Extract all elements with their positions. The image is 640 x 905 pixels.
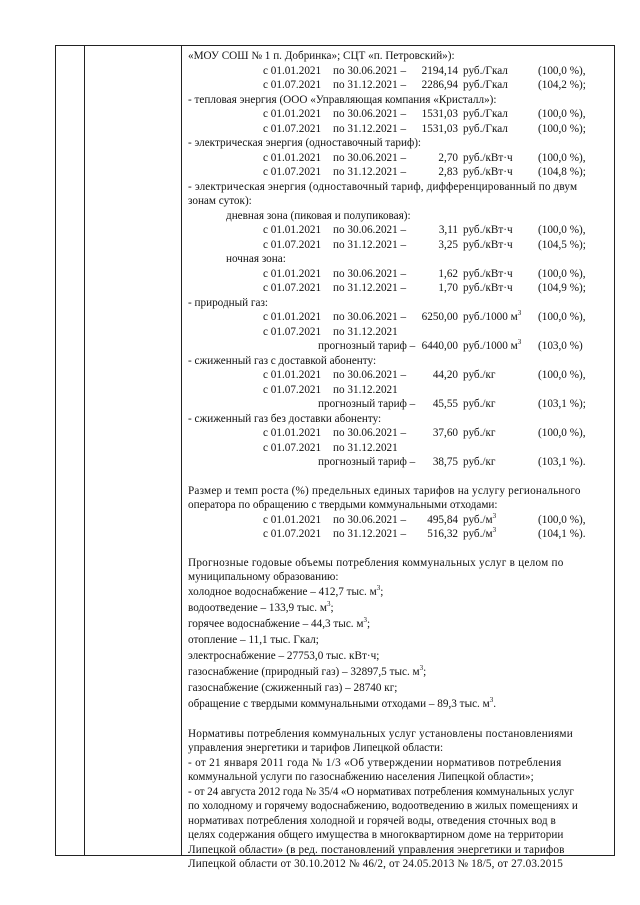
- forecast-item: горячее водоснабжение – 44,3 тыс. $м^3$;: [188, 615, 371, 630]
- section-title: - электрическая энергия (одноставочный тариф, дифференцированный по двум: [188, 180, 578, 193]
- paragraph-line: оператора по обращению с твердыми коммунальными отходами:: [188, 499, 498, 511]
- header-line: «МОУ СОШ № 1 п. Добринка»; СЦТ «п. Петровский»):: [188, 50, 455, 62]
- rate-row: с 01.07.2021 по 31.12.2021: [263, 383, 398, 396]
- document-table: [55, 45, 615, 870]
- paragraph-line: - от 21 января 2011 года № 1/3 «Об утверждении нормативов потребления: [188, 756, 562, 769]
- rate-row: с 01.01.2021 по 30.06.2021 – 495,84 $руб./м^3$ (100,0 %),: [263, 511, 586, 526]
- paragraph-line: целях содержания общего имущества в многоквартирном доме на территории: [188, 829, 564, 841]
- rate-row: с 01.07.2021 по 31.12.2021: [263, 325, 398, 338]
- rate-row: с 01.01.2021 по 30.06.2021 – 6250,00 руб./1000 $м^3$ (100,0 %),: [263, 309, 586, 323]
- paragraph-line: по холодному и горячему водоснабжению, водоотведению в жилых помещениях и: [188, 800, 578, 812]
- paragraph-line: управления энергетики и тарифов Липецкой области:: [188, 742, 444, 754]
- forecast-item: электроснабжение – 27753,0 тыс. кВт·ч;: [188, 649, 380, 662]
- paragraph-line: Размер и темп роста (%) предельных единых тарифов на услугу регионального: [188, 484, 581, 497]
- rate-row: с 01.01.2021 по 30.06.2021 – 2,70 руб./кВт·ч (100,0 %),: [263, 151, 586, 164]
- rate-row: с 01.07.2021 по 31.12.2021 – 2,83 руб./кВт·ч (104,8 %);: [263, 166, 586, 178]
- paragraph-line: Нормативы потребления коммунальных услуг установлены постановлениями: [188, 727, 573, 740]
- paragraph-line: муниципальному образованию:: [188, 571, 339, 583]
- rate-row: с 01.07.2021 по 31.12.2021 – 2286,94 руб./Гкал (104,2 %);: [263, 79, 586, 91]
- rate-row: с 01.01.2021 по 30.06.2021 – 37,60 руб./кг (100,0 %),: [263, 427, 586, 439]
- forecast-item: газоснабжение (природный газ) – 32897,5 тыс. $м^3$;: [188, 663, 427, 678]
- paragraph-line: Прогнозные годовые объемы потребления коммунальных услуг в целом по: [188, 556, 564, 569]
- section-title: - сжиженный газ без доставки абоненту:: [188, 412, 382, 425]
- table-cell-content: [188, 49, 610, 872]
- rate-row: с 01.07.2021 по 31.12.2021 – 3,25 руб./кВт·ч (104,5 %);: [263, 238, 586, 251]
- rate-row: с 01.01.2021 по 30.06.2021 – 3,11 руб./кВт·ч (100,0 %),: [263, 224, 586, 236]
- forecast-item: газоснабжение (сжиженный газ) – 28740 кг;: [188, 681, 398, 694]
- paragraph-line: нормативах потребления холодной и горячей воды, отведения сточных вод в: [188, 814, 556, 827]
- rate-row: прогнозный тариф – 45,55 руб./кг (103,1 %);: [318, 398, 586, 410]
- column-divider-1: [84, 46, 85, 855]
- forecast-item: отопление – 11,1 тыс. Гкал;: [188, 633, 319, 646]
- forecast-item: холодное водоснабжение – 412,7 тыс. $м^3$;: [188, 583, 384, 598]
- rate-row: с 01.07.2021 по 31.12.2021 – 516,32 $руб./м^3$ (104,1 %).: [263, 526, 586, 540]
- rate-row: с 01.07.2021 по 31.12.2021 – 1,70 руб./кВт·ч (104,9 %);: [263, 282, 586, 294]
- paragraph-line: Липецкой области» (в ред. постановлений управления энергетики и тарифов: [188, 843, 565, 856]
- section-title-cont: зонам суток):: [188, 195, 252, 207]
- forecast-item: водоотведение – 133,9 тыс. $м^3$;: [188, 599, 334, 614]
- section-title: - сжиженный газ с доставкой абоненту:: [188, 354, 377, 367]
- rate-row: прогнозный тариф – 6440,00 руб./1000 $м^3$ (103,0 %): [318, 338, 583, 352]
- paragraph-line: - от 24 августа 2012 года № 35/4 «О нормативах потребления коммунальных услуг: [188, 785, 574, 798]
- rate-row: с 01.07.2021 по 31.12.2021: [263, 441, 398, 454]
- section-title: - тепловая энергия (ООО «Управляющая компания «Кристалл»):: [188, 93, 497, 106]
- rate-row: с 01.01.2021 по 30.06.2021 – 1531,03 руб./Гкал (100,0 %),: [263, 108, 586, 120]
- rate-row: с 01.07.2021 по 31.12.2021 – 1531,03 руб./Гкал (100,0 %);: [263, 122, 586, 135]
- section-title: - природный газ:: [188, 296, 269, 309]
- rate-row: с 01.01.2021 по 30.06.2021 – 1,62 руб./кВт·ч (100,0 %),: [263, 267, 586, 280]
- paragraph-line: коммунальной услуги по газоснабжению населения Липецкой области»;: [188, 771, 534, 783]
- rate-row: с 01.01.2021 по 30.06.2021 – 2194,14 руб./Гкал (100,0 %),: [263, 64, 586, 77]
- section-title: - электрическая энергия (одноставочный тариф):: [188, 137, 422, 149]
- zone-title: дневная зона (пиковая и полупиковая):: [226, 209, 411, 222]
- rate-row: прогнозный тариф – 38,75 руб./кг (103,1 %).: [318, 456, 586, 468]
- column-divider-2: [181, 46, 182, 855]
- paragraph-line: Липецкой области от 30.10.2012 № 46/2, от 24.05.2013 № 18/5, от 27.03.2015: [188, 858, 563, 870]
- rate-row: с 01.01.2021 по 30.06.2021 – 44,20 руб./кг (100,0 %),: [263, 369, 586, 381]
- zone-title: ночная зона:: [226, 253, 286, 265]
- forecast-item: обращение с твердыми коммунальными отходами – 89,3 тыс. $м^3$.: [188, 695, 497, 710]
